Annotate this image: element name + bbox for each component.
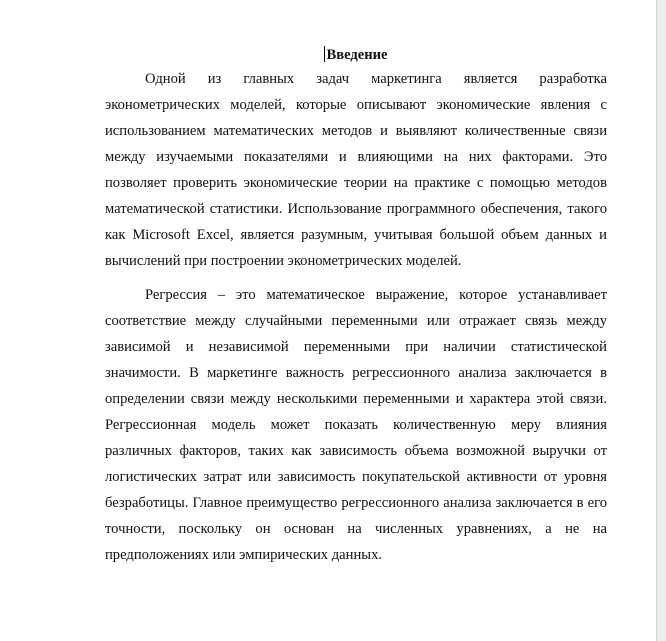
vertical-scrollbar[interactable] (657, 0, 666, 641)
document-heading[interactable] (105, 44, 607, 66)
paragraph-2[interactable]: Регрессия – это математическое выражение, которое устанавливает соответствие между случайными переменными или отражает связь между зависимой и независимой переменными при наличии статистической значимости. В маркетинге важность регрессионного анализа заключается в определении связи между несколькими переменными и характера этой связи. Регрессионная модель может показать количественную меру влияния различных факторов, таких как зависимость объема возможной выручки от логистических затрат или зависимость покупательской активности от уровня безработицы. Главное преимущество регрессионного анализа заключается в его точности, поскольку он основан на численных уравнениях, а не на предположениях или эмпирических данных. (105, 287, 607, 563)
page-content[interactable] (105, 44, 607, 568)
paragraph-1[interactable]: Одной из главных задач маркетинга является разработка эконометрических моделей, которые описывают экономические явления с использованием математических методов и выявляют количественные связи между изучаемыми показателями и влияющими на них факторами. Это позволяет проверить экономические теории на практике с помощью методов математической статистики. Использование программного обеспечения, такого как Microsoft Excel, является разумным, учитывая большой объем данных и вычислений при построении эконометрических моделей. (105, 71, 607, 269)
heading-text: Введение (326, 47, 388, 63)
